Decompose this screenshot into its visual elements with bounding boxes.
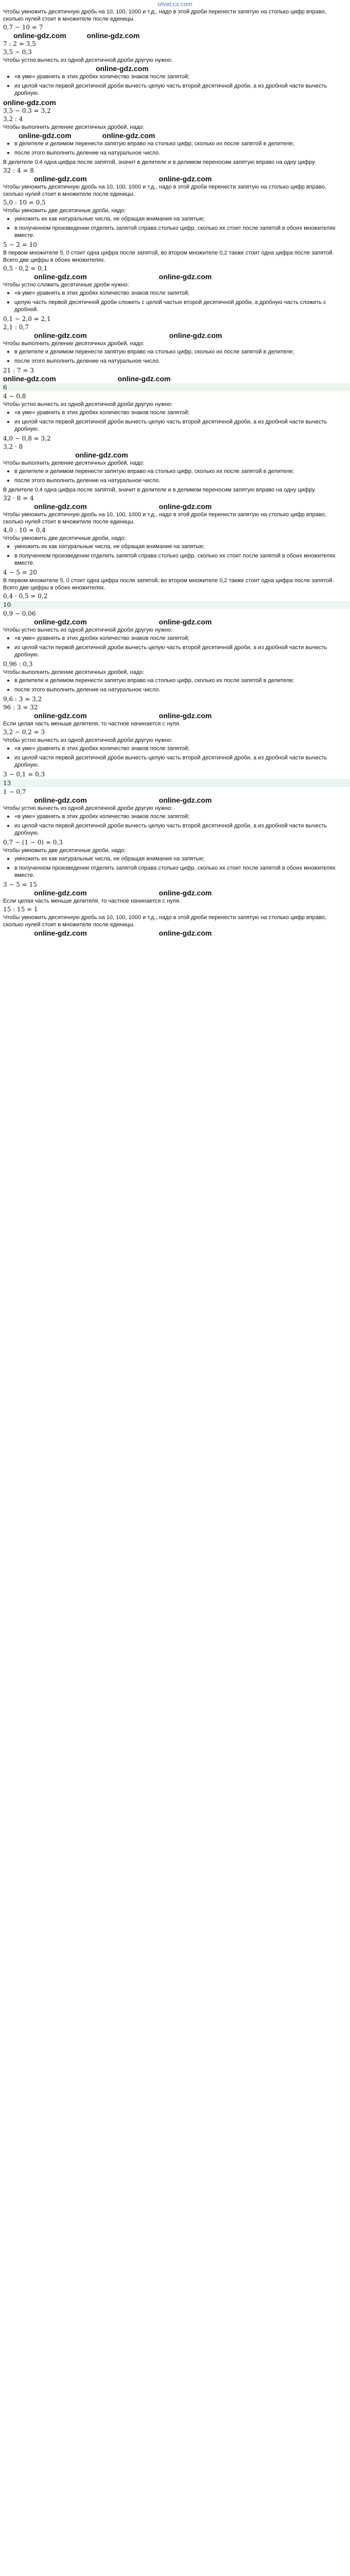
watermark-row: [3, 618, 347, 625]
bullet-dot: [7, 412, 9, 414]
watermark: online-gdz.com: [19, 131, 72, 140]
watermark: online-gdz.com: [34, 889, 87, 897]
watermark: online-gdz.com: [117, 375, 171, 383]
bullet-text: «в уме» уравнять в этих дробях количество знаков после запятой;: [14, 410, 190, 416]
bullet-dot: [7, 825, 9, 827]
paragraph: Чтобы умножить десятичную дробь на 10, 100, 1000 и т.д., надо в этой дроби перенести запятую на столько цифр вправо, сколько нулей стоит в множителе после единицы.: [3, 914, 326, 928]
bullet-text: в полученном произведении отделить запятой справа столько цифр, сколько их стоит после запятой в обоих множителях вместе.: [14, 553, 336, 566]
section-divider: [0, 383, 350, 392]
paragraph: Чтобы умножить две десятичные дроби, надо:: [3, 535, 126, 541]
bullet-item: [3, 290, 347, 297]
bullet-item: [3, 477, 347, 484]
bullet-dot: [7, 301, 9, 303]
math-line: 0,4 · 0,5 = 0,2: [3, 592, 48, 600]
math-line: 3 − 5 = 15: [3, 881, 37, 888]
watermark: online-gdz.com: [159, 502, 212, 511]
bullet-item: [3, 215, 347, 223]
bullet-item: [3, 855, 347, 862]
math-line: 3 − 0,1 = 0,3: [3, 771, 45, 778]
bullet-text: после этого выполнить деление на натуральное число.: [14, 150, 161, 156]
watermark: online-gdz.com: [34, 175, 87, 183]
watermark-row: [3, 273, 347, 280]
bullet-dot: [7, 351, 9, 353]
section-divider: [0, 601, 350, 609]
bullet-item: [3, 822, 347, 837]
math-line: 0,5 · 0,2 = 0,1: [3, 265, 48, 272]
bullet-text: после этого выполнить деление на натуральное число.: [14, 478, 161, 484]
paragraph: Чтобы устно вычесть из одной десятичной дроби другую нужно:: [3, 401, 173, 408]
paragraph: Чтобы устно вычесть из одной десятичной дроби другую нужно:: [3, 737, 173, 743]
watermark-row: [3, 65, 347, 72]
math-line: 9,6 : 3 = 3,2: [3, 696, 42, 703]
watermark: online-gdz.com: [86, 31, 140, 40]
paragraph: Чтобы умножить десятичную дробь на 10, 100, 1000 и т.д., надо в этой дроби перенести запятую на столько цифр вправо, сколько нулей стоит в множителе после единицы.: [3, 512, 326, 525]
bullet-dot: [7, 470, 9, 472]
bullet-text: в полученном произведении отделить запятой справа столько цифр, сколько их стоит после запятой в обоих множителях вместе.: [14, 225, 336, 239]
bullet-text: из целой части первой десятичной дроби вычесть целую часть второй десятичной дроби, а из дробной части вычесть дробную.: [14, 83, 327, 96]
site-header[interactable]: otvet.cx.com: [157, 1, 192, 8]
watermark-row: [3, 451, 347, 459]
bullet-dot: [7, 152, 9, 154]
math-line: 4 − 0,8: [3, 393, 26, 400]
paragraph: Чтобы умножить десятичную дробь на 10, 100, 1000 и т.д., надо в этой дроби перенести запятую на столько цифр вправо, сколько нулей стоит в множителе после единицы.: [3, 184, 326, 197]
watermark: online-gdz.com: [34, 273, 87, 281]
bullet-text: в делителе и делимом перенести запятую вправо на столько цифр, сколько их после запятой в делителе;: [14, 349, 294, 355]
bullet-item: [3, 73, 347, 80]
bullet-item: [3, 677, 347, 684]
bullet-text: в полученном произведении отделить запятой справа столько цифр, сколько их стоит после запятой в обоих множителях вместе.: [14, 865, 336, 878]
math-line: 4 − 5 = 20: [3, 569, 37, 576]
bullet-text: «в уме» уравнять в этих дробях количество знаков после запятой;: [14, 814, 190, 820]
bullet-item: [3, 865, 347, 879]
bullet-dot: [7, 421, 9, 423]
bullet-item: [3, 348, 347, 355]
bullet-dot: [7, 546, 9, 548]
watermark-row: [3, 99, 347, 106]
bullet-text: из целой части первой десятичной дроби вычесть целую часть второй десятичной дроби, а из дробной части вычесть дробную.: [14, 419, 327, 432]
watermark: online-gdz.com: [34, 618, 87, 626]
math-line: 0,7 − (1 − 0) = 0,3: [3, 839, 63, 846]
bullet-dot: [7, 748, 9, 750]
paragraph: Чтобы устно вычесть из одной десятичной дроби другую нужно:: [3, 805, 173, 811]
watermark: online-gdz.com: [159, 796, 212, 804]
solution-content: [0, 8, 350, 937]
math-line: 15 : 15 = 1: [3, 906, 38, 913]
paragraph: В первом множителе 5, 0 стоит одна цифра после запятой, во втором множителе 0,2 также стоит одна цифра после запятой. Всего две цифры в обоих множителях.: [3, 578, 334, 591]
bullet-dot: [7, 227, 9, 229]
bullet-dot: [7, 637, 9, 639]
math-line: 3,2 · 8: [3, 443, 23, 450]
paragraph: Чтобы устно сложить десятичные дроби нужно:: [3, 282, 129, 288]
paragraph: Если целая часть меньше делителя, то частное начинается с нуля.: [3, 721, 181, 727]
math-line: 21 : 7 = 3: [3, 367, 34, 374]
bullet-text: «в уме» уравнять в этих дробях количество знаков после запятой;: [14, 74, 190, 80]
bullet-item: [3, 754, 347, 769]
watermark: online-gdz.com: [159, 929, 212, 937]
bullet-text: «в уме» уравнять в этих дробях количество знаков после запятой;: [14, 290, 190, 296]
bullet-text: в делителе и делимом перенести запятую вправо на столько цифр, сколько их после запятой в делителе;: [14, 677, 294, 684]
watermark: online-gdz.com: [13, 31, 66, 40]
bullet-text: из целой части первой десятичной дроби вычесть целую часть второй десятичной дроби, а из дробной части вычесть дробную.: [14, 755, 327, 768]
bullet-item: [3, 418, 347, 433]
bullet-text: из целой части первой десятичной дроби вычесть целую часть второй десятичной дроби, а из дробной части вычесть дробную.: [14, 645, 327, 658]
bullet-text: умножить их как натуральные числа, не обращая внимания на запятые;: [14, 216, 205, 222]
bullet-text: после этого выполнить деление на натуральное число.: [14, 358, 161, 364]
section-number: 13: [3, 779, 11, 787]
bullet-text: «в уме» уравнять в этих дробях количество знаков после запятой;: [14, 635, 190, 641]
bullet-item: [3, 225, 347, 239]
paragraph: В первом множителе 5, 0 стоит одна цифра после запятой, во втором множителе 0,2 также стоит одна цифра после запятой. Всего две цифры в обоих множителях.: [3, 250, 334, 263]
bullet-text: после этого выполнить деление на натуральное число.: [14, 687, 161, 693]
paragraph: В делителе 0,4 одна цифра после запятой, значит в делителе и в делимом переносим запятую вправо на одну цифру.: [3, 487, 316, 493]
watermark: online-gdz.com: [34, 929, 87, 937]
bullet-dot: [7, 143, 9, 145]
math-line: 3,2 − 0,2 = 3: [3, 728, 45, 736]
bullet-dot: [7, 757, 9, 759]
paragraph: Чтобы выполнить деление десятичных дробей, надо:: [3, 341, 145, 347]
bullet-item: [3, 552, 347, 567]
watermark-row: [3, 929, 347, 937]
bullet-text: целую часть первой десятичной дроби сложить с целой частью второй десятичной дроби, а дробную часть сложить с дробной.: [14, 299, 326, 313]
math-line: 5 − 2 = 10: [3, 241, 37, 248]
math-line: 3,5 − 0,3 = 3,2: [3, 107, 51, 114]
section-divider: [0, 779, 350, 787]
watermark-row: [3, 796, 347, 804]
bullet-item: [3, 468, 347, 475]
bullet-item: [3, 358, 347, 365]
watermark: online-gdz.com: [159, 889, 212, 897]
paragraph: Если целая часть меньше делителя, то частное начинается с нуля.: [3, 898, 181, 904]
watermark: online-gdz.com: [34, 331, 87, 340]
paragraph: В делителе 0,4 одна цифра после запятой, значит в делителе и в делимом переносим запятую вправо на одну цифру.: [3, 159, 316, 165]
bullet-dot: [7, 647, 9, 649]
math-line: 3,2 : 4: [3, 115, 23, 123]
math-line: 5,0 : 10 = 0,5: [3, 199, 46, 206]
watermark: online-gdz.com: [34, 711, 87, 720]
bullet-dot: [7, 360, 9, 362]
watermark: online-gdz.com: [34, 796, 87, 804]
paragraph: Чтобы устно вычесть из одной десятичной дроби другую нужно:: [3, 57, 173, 63]
bullet-item: [3, 149, 347, 157]
math-line: 0,1 − 2,0 = 2,1: [3, 315, 51, 323]
bullet-text: из целой части первой десятичной дроби вычесть целую часть второй десятичной дроби, а из дробной части вычесть дробную.: [14, 823, 327, 836]
watermark: online-gdz.com: [169, 331, 222, 340]
watermark: online-gdz.com: [34, 502, 87, 511]
watermark-row: [3, 712, 347, 719]
math-line: 96 : 3 = 32: [3, 704, 38, 711]
watermark: online-gdz.com: [159, 711, 212, 720]
bullet-dot: [7, 555, 9, 557]
bullet-text: умножить их как натуральные числа, не обращая внимания на запятые;: [14, 856, 205, 862]
bullet-item: [3, 813, 347, 820]
bullet-item: [3, 140, 347, 147]
math-line: 0,96 : 0,3: [3, 660, 33, 668]
bullet-dot: [7, 480, 9, 482]
section-number: 6: [3, 384, 7, 391]
bullet-dot: [7, 867, 9, 869]
math-line: 3,5 − 0,3: [3, 48, 32, 56]
bullet-dot: [7, 816, 9, 818]
watermark: online-gdz.com: [96, 64, 149, 73]
watermark-row: [3, 132, 347, 139]
bullet-item: [3, 686, 347, 693]
page: [0, 0, 350, 937]
bullet-item: [3, 299, 347, 313]
math-line: 4,0 − 0,8 = 3,2: [3, 435, 51, 442]
watermark: online-gdz.com: [159, 273, 212, 281]
paragraph: Чтобы выполнить деление десятичных дробей, надо:: [3, 124, 145, 130]
watermark: online-gdz.com: [3, 98, 56, 107]
watermark: online-gdz.com: [102, 131, 155, 140]
math-line: 7 : 2 = 3,5: [3, 40, 36, 47]
watermark-row: [3, 332, 347, 339]
paragraph: Чтобы умножить две десятичные дроби, надо:: [3, 208, 126, 214]
math-line: 2,1 : 0,7: [3, 324, 29, 331]
watermark-row: [3, 503, 347, 510]
paragraph: Чтобы выполнить деление десятичных дробей, надо:: [3, 669, 145, 675]
watermark-row: [3, 375, 347, 382]
bullet-dot: [7, 76, 9, 78]
bullet-text: умножить их как натуральные числа, не обращая внимания на запятые;: [14, 544, 205, 550]
bullet-dot: [7, 292, 9, 294]
math-line: 32 : 4 = 8: [3, 167, 34, 174]
watermark-row: [3, 32, 347, 39]
bullet-text: в делителе и делимом перенести запятую вправо на столько цифр, сколько их после запятой в делителе;: [14, 141, 294, 147]
bullet-item: [3, 82, 347, 97]
bullet-dot: [7, 680, 9, 682]
paragraph: Чтобы устно вычесть из одной десятичной дроби другую нужно:: [3, 627, 173, 633]
watermark-row: [3, 175, 347, 182]
bullet-item: [3, 745, 347, 752]
math-line: 1 − 0,7: [3, 788, 26, 795]
math-line: 4,0 : 10 = 0,4: [3, 527, 46, 534]
bullet-dot: [7, 218, 9, 220]
math-line: 0,9 − 0,06: [3, 610, 36, 617]
bullet-dot: [7, 85, 9, 87]
paragraph: Чтобы выполнить деление десятичных дробей, надо:: [3, 460, 145, 466]
watermark-row: [3, 889, 347, 896]
bullet-dot: [7, 689, 9, 691]
paragraph: Чтобы умножить десятичную дробь на 10, 100, 1000 и т.д., надо в этой дроби перенести запятую на столько цифр вправо, сколько нулей стоит в множителе после единицы.: [3, 9, 326, 22]
bullet-text: в делителе и делимом перенести запятую вправо на столько цифр, сколько их после запятой в делителе;: [14, 468, 294, 474]
bullet-text: «в уме» уравнять в этих дробях количество знаков после запятой;: [14, 745, 190, 752]
watermark: online-gdz.com: [75, 451, 128, 459]
section-number: 10: [3, 601, 11, 608]
bullet-item: [3, 409, 347, 416]
watermark: online-gdz.com: [159, 175, 212, 183]
bullet-item: [3, 543, 347, 550]
bullet-item: [3, 644, 347, 658]
bullet-dot: [7, 858, 9, 860]
math-line: 32 · 8 = 4: [3, 495, 34, 502]
math-line: 0,7 − 10 = 7: [3, 24, 43, 31]
watermark: online-gdz.com: [3, 375, 56, 383]
paragraph: Чтобы умножить две десятичные дроби, надо:: [3, 848, 126, 854]
watermark: online-gdz.com: [159, 618, 212, 626]
bullet-item: [3, 635, 347, 642]
